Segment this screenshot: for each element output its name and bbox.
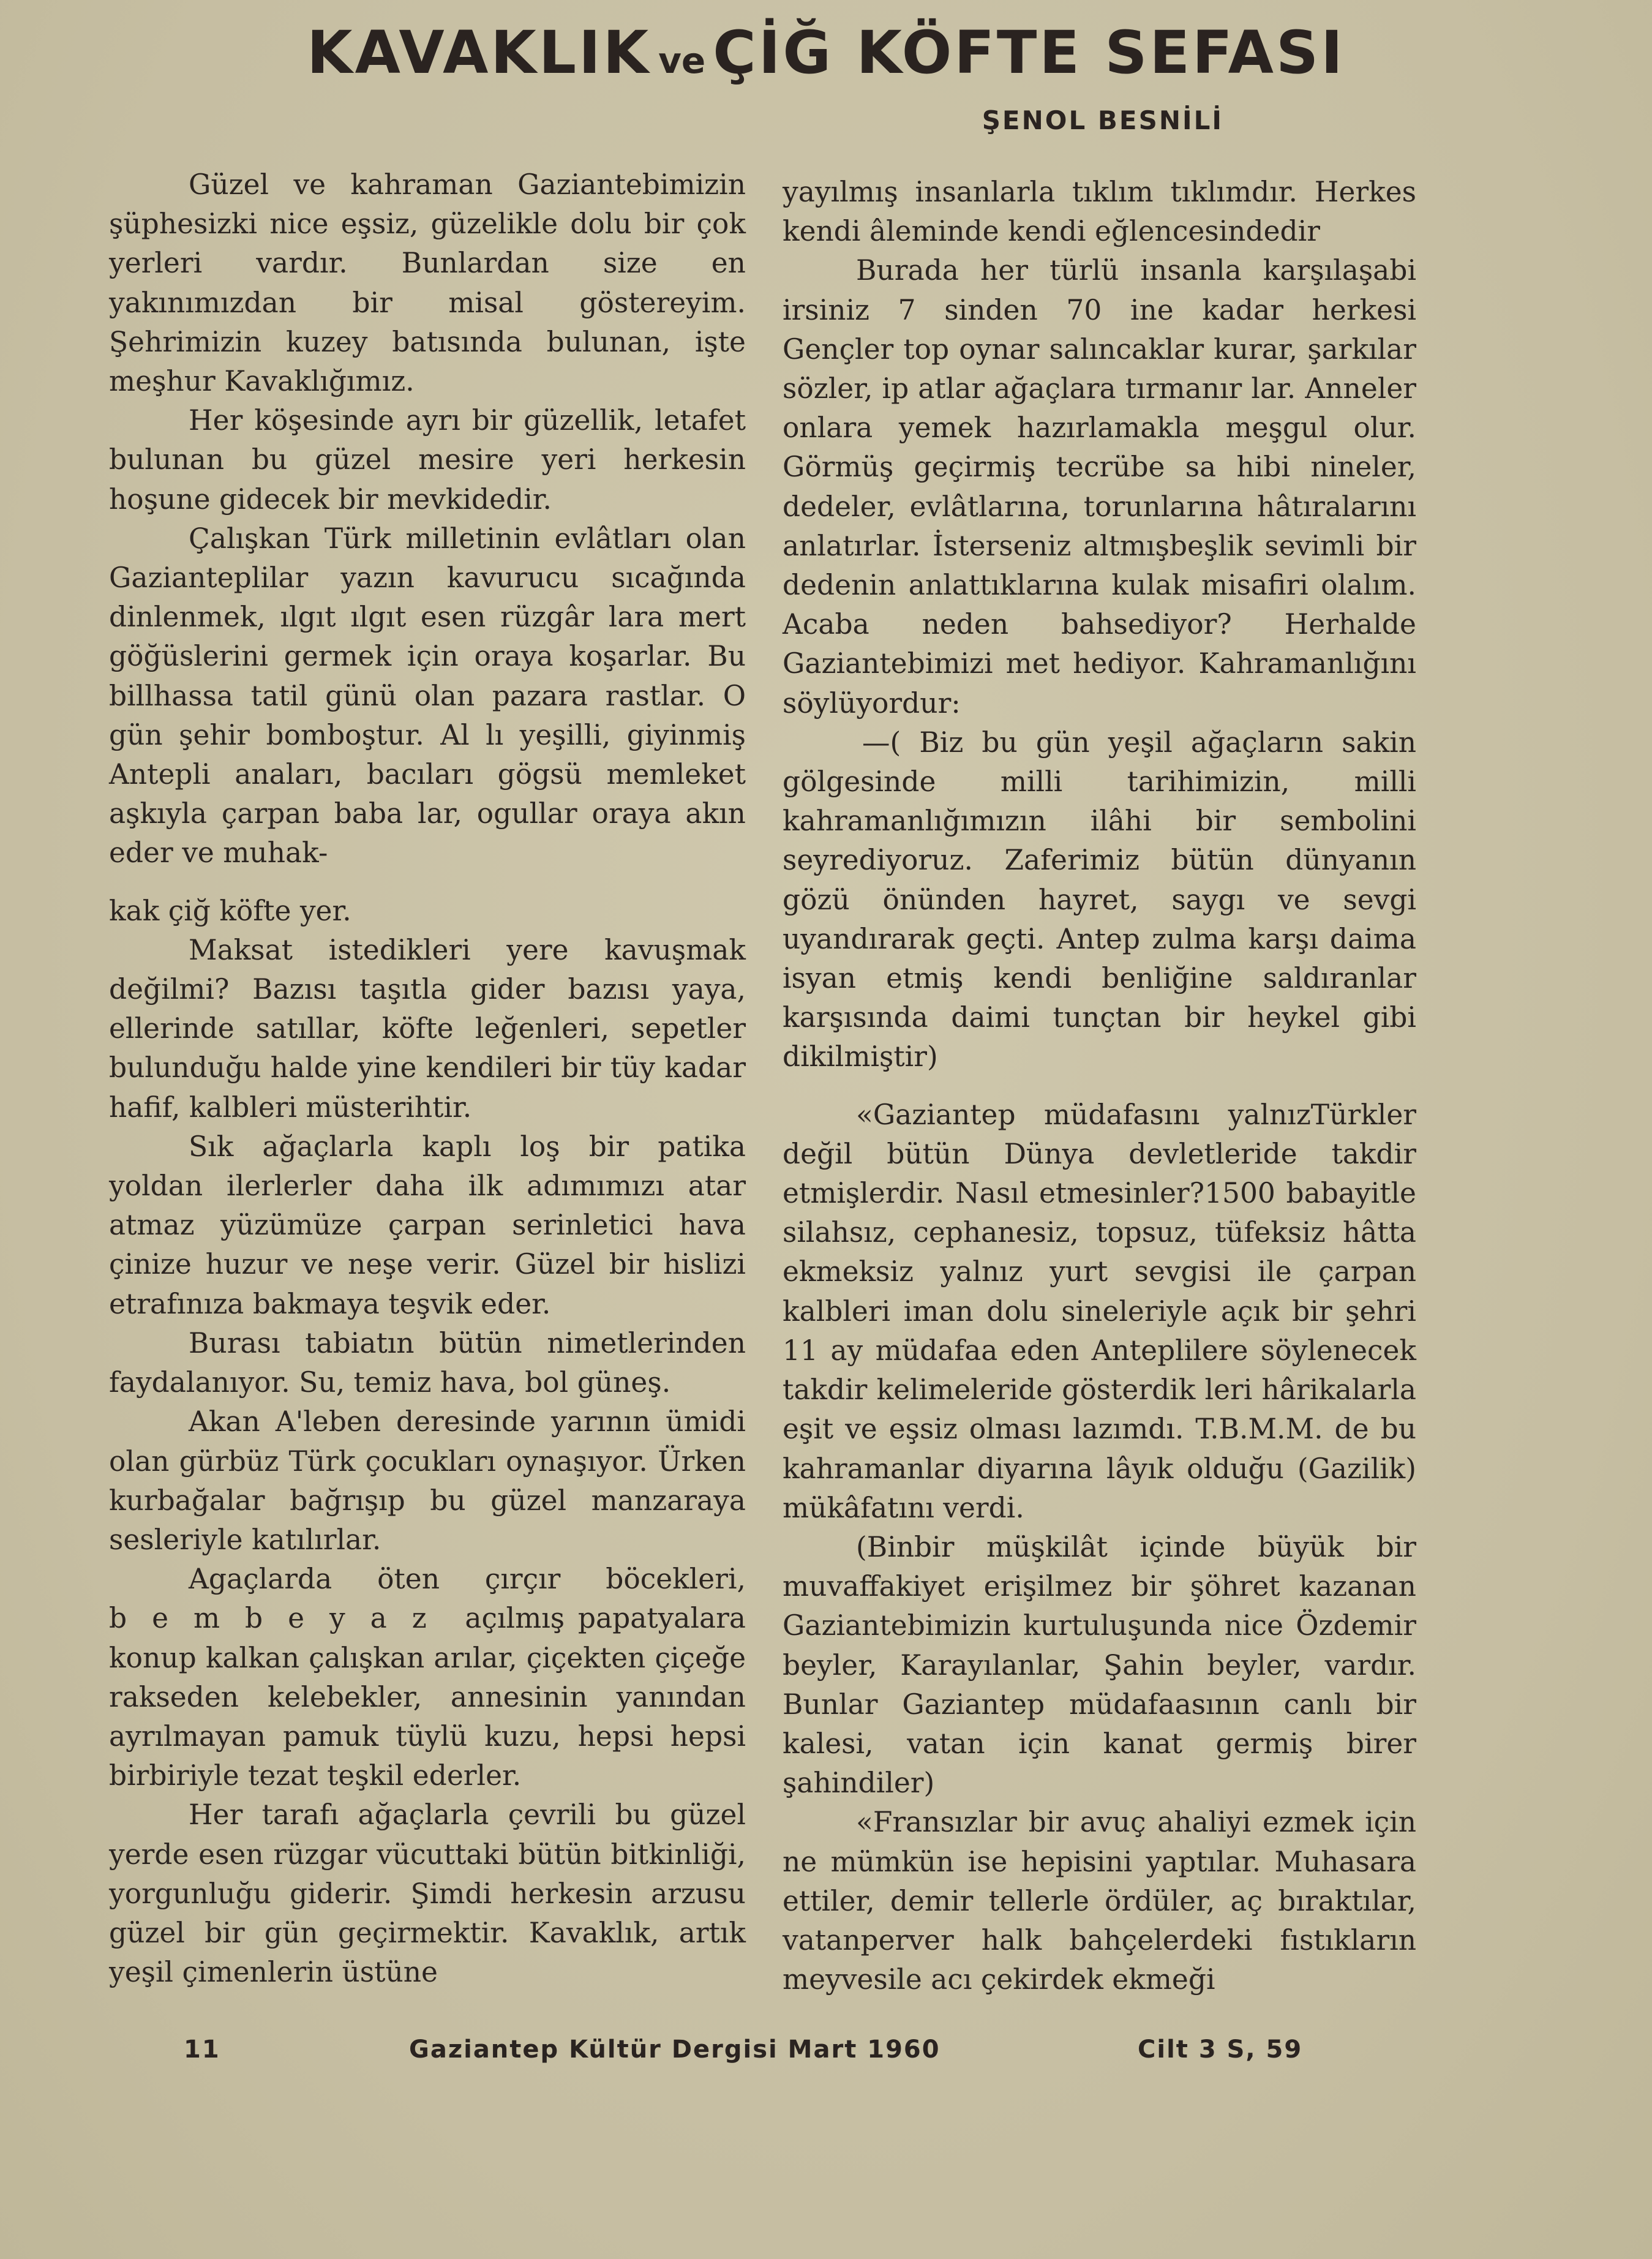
title-part2: ÇİĞ KÖFTE SEFASI [713,18,1345,87]
paragraph: Sık ağaçlarla kaplı loş bir patika yoldan ilerlerler daha ilk adımımızı atar atmaz yüzümüze çarpan serinletici hava çinize huzur ve neşe verir. Güzel bir hislizi etrafınıza bakmaya teşvik eder. [109,1130,746,1320]
article-title [0,18,1652,87]
paragraph: Maksat istedikleri yere kavuşmak değilmi? Bazısı taşıtla gider bazısı yaya, ellerinde satıllar, köfte leğenleri, sepetler bulunduğu halde yine kendileri bir tüy kadar hafif, kalbleri müsterihtir. [109,933,746,1124]
paragraph: yayılmış insanlarla tıklım tıklımdır. Herkes kendi âleminde kendi eğlencesindedir [783,176,1416,248]
paragraph: Çalışkan Türk milletinin evlâtları olan Gazianteplilar yazın kavurucu sıcağında dinlenmek, ılgıt ılgıt esen rüzgâr lara mert göğüslerini germek için oraya koşarlar. Bu billhassa tatil günü olan pazara rastlar. O gün şehir bomboştur. Al lı yeşilli, giyinmiş Antepli anaları, bacıları gögsü memleket aşkıyla çarpan baba lar, ogullar oraya akın eder ve muhak- [109,522,746,870]
paragraph: «Fransızlar bir avuç ahaliyi ezmek için ne mümkün ise hepisini yaptılar. Muhasara ettiler, demir tellerle ördüler, aç bıraktılar, vatanperver halk bahçelerdeki fıstıkların meyvesile acı çekirdek ekmeği [783,1806,1416,1996]
spaced-word: bembeyaz [109,1602,452,1635]
paragraph: Burada her türlü insanla karşılaşabi irsiniz 7 sinden 70 ine kadar herkesi Gençler top oynar salıncaklar kurar, şarkılar sözler, ip atlar ağaçlara tırmanır lar. Anneler onlara yemek hazırlamakla meşgul olur. Görmüş geçirmiş tecrübe sa hibi nineler, dedeler, evlâtlarına, torunlarına hâtıralarını anlatırlar. İsterseniz altmışbeşlik sevimli bir dedenin anlattıklarına kulak misafiri olalım. Acaba neden bahsediyor? Herhalde Gaziantebimizi met hediyor. Kahramanlığını söylüyordur: [783,254,1416,720]
title-part1: KAVAKLIK [307,18,651,87]
volume-info: Cilt 3 S, 59 [1138,2035,1303,2064]
paragraph: (Binbir müşkilât içinde büyük bir muvaffakiyet erişilmez bir şöhret kazanan Gaziantebimizin kurtuluşunda nice Özdemir beyler, Karayılanlar, Şahin beyler, vardır. Bunlar Gaziantep müdafaasının canlı bir kalesi, vatan için kanat germiş birer şahindiler) [783,1530,1416,1800]
paragraph: kak çiğ köfte yer. [109,894,351,927]
page-footer [0,2035,1652,2072]
paragraph: «Gaziantep müdafasını yalnızTürkler değil bütün Dünya devletleride takdir etmişlerdir. Nasıl etmesinler?1500 babayitle silahsız, cephanesiz, topsuz, tüfeksiz hâtta ekmeksiz yalnız yurt sevgisi ile çarpan kalbleri iman dolu sineleriyle açık bir şehri 11 ay müdafaa eden Anteplilere söylenecek takdir kelimeleride gösterdik leri hârikalarla eşit ve eşsiz olması lazımdı. T.B.M.M. de bu kahramanlar diyarına lâyık olduğu (Gazilik) mükâfatını verdi. [783,1098,1416,1524]
paragraph: Akan A'leben deresinde yarının ümidi olan gürbüz Türk çocukları oynaşıyor. Ürken kurbağalar bağrışıp bu güzel manzaraya sesleriyle katılırlar. [109,1405,746,1556]
paragraph [109,1560,746,1795]
magazine-info: Gaziantep Kültür Dergisi Mart 1960 [409,2035,941,2064]
paragraph: —( Biz bu gün yeşil ağaçların sakin gölgesinde milli tarihimizin, milli kahramanlığımızın ilâhi bir sembolini seyrediyoruz. Zaferimiz bütün dünyanın gözü önünden hayret, saygı ve sevgi uyandırarak geçti. Antep zulma karşı daima isyan etmiş kendi benliğine saldıranlar karşısında daimi tunçtan bir heykel gibi dikilmiştir) [783,726,1416,1073]
paragraph-lead: Agaçlarda öten çırçır böcekleri, [189,1563,746,1596]
left-column [109,165,746,1992]
right-column [783,173,1416,1999]
paragraph-rest: açılmış papatyalara konup kalkan çalışkan arılar, çiçekten çiçeğe rakseden kelebekler, annesinin yanından ayrılmayan pamuk tüylü kuzu, hepsi hepsi birbiriyle tezat teşkil ederler. [109,1602,746,1792]
paragraph: Her tarafı ağaçlarla çevrili bu güzel yerde esen rüzgar vücuttaki bütün bitkinliği, yorgunluğu giderir. Şimdi herkesin arzusu güzel bir gün geçirmektir. Kavaklık, artık yeşil çimenlerin üstüne [109,1799,746,1989]
article-author: ŞENOL BESNİLİ [982,105,1223,135]
paragraph: Burası tabiatın bütün nimetlerinden faydalanıyor. Su, temiz hava, bol güneş. [109,1326,746,1399]
paragraph: Güzel ve kahraman Gaziantebimizin şüphesizki nice eşsiz, güzelikle dolu bir çok yerleri vardır. Bunlardan size en yakınımızdan bir misal göstereyim. Şehrimizin kuzey batısında bulunan, işte meşhur Kavaklığımız. [109,168,746,398]
page-number: 11 [184,2035,220,2064]
paragraph: Her köşesinde ayrı bir güzellik, letafet bulunan bu güzel mesire yeri herkesin hoşune gidecek bir mevkidedir. [109,404,746,516]
title-conjunction: ve [658,40,706,81]
